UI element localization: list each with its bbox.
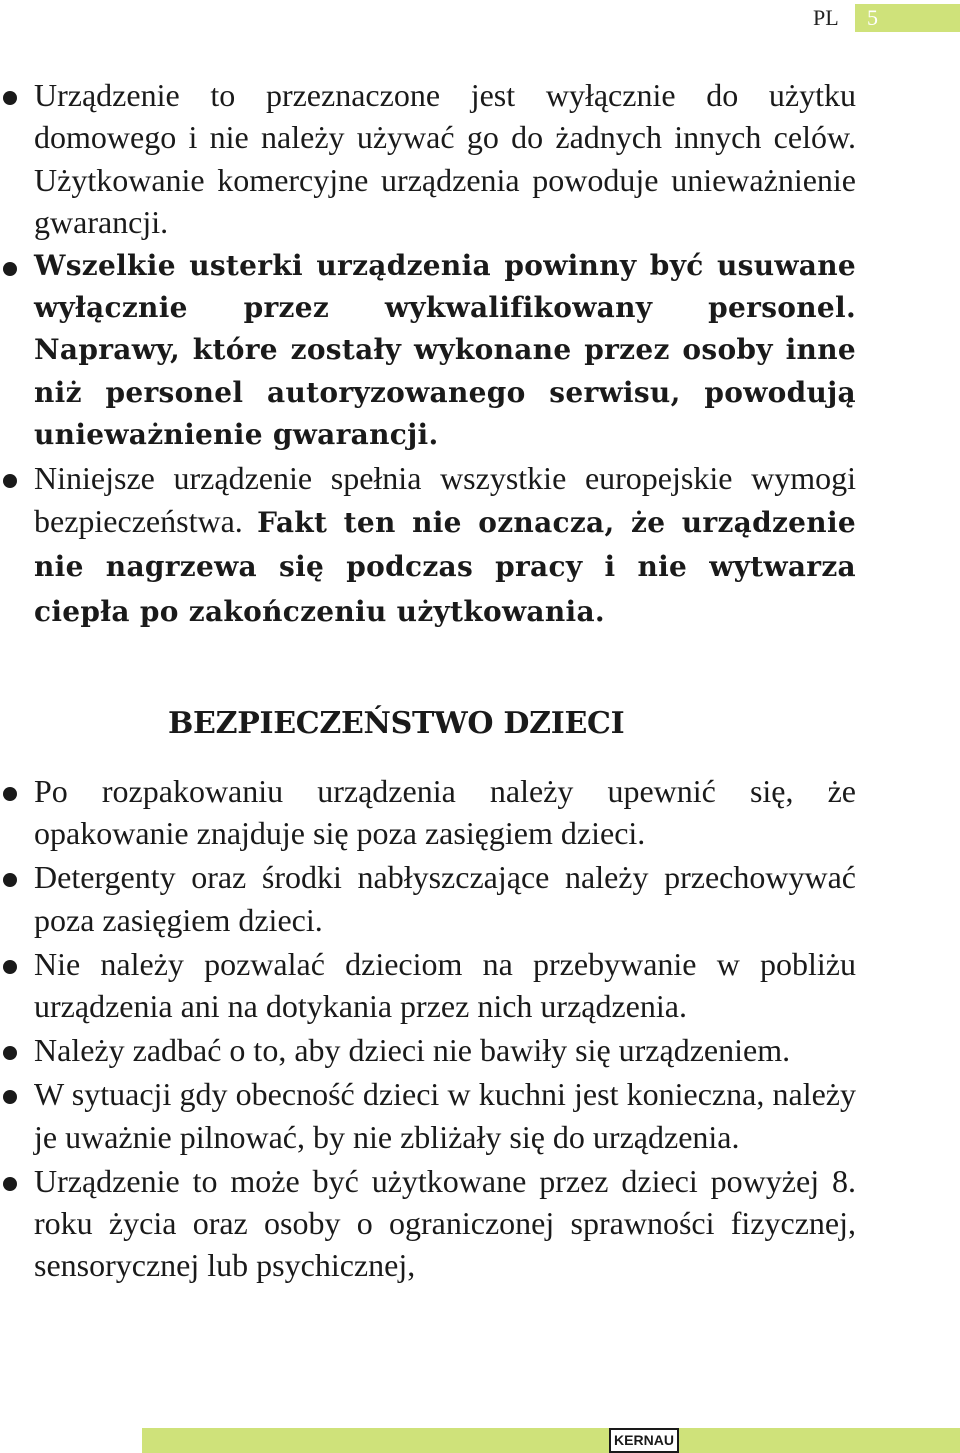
list-item-text: Detergenty oraz środki nabłyszczające należy przechowywać poza zasięgiem dzieci. (34, 859, 856, 938)
list-item (0, 1029, 960, 1071)
list-item (0, 457, 960, 633)
footer-accent-bar (142, 1428, 960, 1453)
bullet-icon (3, 960, 17, 974)
list-item-text: Należy zadbać o to, aby dzieci nie bawiły się urządzeniem. (34, 1032, 791, 1069)
list-item (0, 856, 960, 941)
list-item-text: Po rozpakowaniu urządzenia należy upewnić się, że opakowanie znajduje się poza zasięgiem dzieci. (34, 773, 856, 852)
list-item-text: W sytuacji gdy obecność dzieci w kuchni jest konieczna, należy je uważnie pilnować, by nie zbliżały się do urządzenia. (34, 1076, 856, 1155)
list-item (0, 770, 960, 855)
bullet-icon (3, 91, 17, 105)
bullet-icon (3, 474, 17, 488)
list-item-text: Nie należy pozwalać dzieciom na przebywanie w pobliżu urządzenia ani na dotykania przez nich urządzenia. (34, 945, 856, 1025)
list-item-text-plain: Niniejsze urządzenie spełnia wszystkie europejskie wymogi bezpieczeństwa. (34, 460, 856, 539)
list-item-text: Urządzenie to przeznaczone jest wyłącznie do użytku domowego i nie należy używać go do żadnych innych celów. Użytkowanie komercyjne urządzenia powoduje unieważnienie gwarancji. (34, 77, 856, 241)
bullet-icon (3, 1177, 17, 1191)
list-item (0, 74, 960, 244)
list-item (0, 1160, 960, 1287)
bullet-icon (3, 1090, 17, 1104)
list-item-text: Wszelkie usterki urządzenia powinny być usuwane wyłącznie przez wykwalifikowany personel. Naprawy, które zostały wykonane przez osoby inne niż personel autoryzowanego serwisu, powodują unieważnienie gwarancji. (34, 248, 856, 452)
page-number: 5 (867, 5, 878, 30)
list-item (0, 943, 960, 1028)
list-item-text (34, 457, 856, 633)
brand-logo: KERNAU (609, 1428, 679, 1453)
list-item (0, 1073, 960, 1158)
list-item (0, 245, 960, 457)
section-heading: BEZPIECZEŃSTWO DZIECI (168, 706, 625, 741)
list-item-text-bold: Fakt ten nie oznacza, że urządzenie nie nagrzewa się podczas pracy i nie wytwarza ciepła po zakończeniu użytkowania. (34, 505, 857, 628)
child-safety-list (0, 770, 960, 1288)
bullet-icon (3, 262, 17, 276)
bullet-icon (3, 787, 17, 801)
bullet-icon (3, 873, 17, 887)
language-label: PL (813, 5, 839, 30)
general-warnings-list (0, 74, 960, 634)
bullet-icon (3, 1046, 17, 1060)
list-item-text: Urządzenie to może być użytkowane przez dzieci powyżej 8. roku życia oraz osoby o ograniczonej sprawności fizycznej, sensorycznej lub psychicznej, (34, 1162, 856, 1284)
page-number-badge (855, 4, 960, 32)
